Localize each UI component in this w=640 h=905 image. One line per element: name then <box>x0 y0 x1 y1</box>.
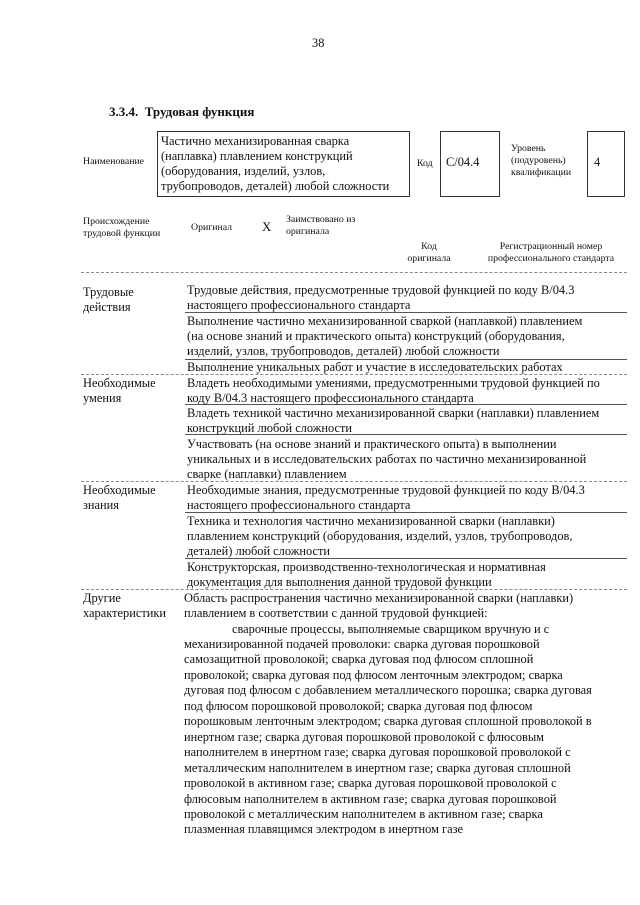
registration-number-label <box>477 241 625 265</box>
original-code-line: оригинала <box>407 253 451 264</box>
text-line <box>184 761 625 776</box>
level-label-line: Уровень <box>511 143 546 154</box>
origin-label <box>83 216 160 240</box>
text: инертном газе; сварка дуговая порошковой проволокой с флюсовым <box>184 730 545 744</box>
text-line: изделий, узлов, трубопроводов, деталей) любой сложности <box>187 344 500 358</box>
level-label-line: (подуровень) <box>511 155 566 166</box>
actions-label-line: Трудовые <box>83 285 134 299</box>
text: Трудовые действия, предусмотренные трудовой функцией по коду В/04.3 <box>187 283 575 297</box>
level-value: 4 <box>594 155 601 169</box>
knowledge-label <box>83 483 156 513</box>
level-label-line: квалификации <box>511 167 572 178</box>
text-line: документация для выполнения данной трудовой функции <box>187 575 492 589</box>
text-line <box>184 591 625 606</box>
text: Область распространения частично механизированной сварки (наплавки) <box>184 591 574 605</box>
original-label: Оригинал <box>191 222 233 233</box>
text: под флюсом порошковой проволокой; сварка дуговая под флюсом <box>184 699 533 713</box>
text-line <box>184 745 625 760</box>
text-line <box>187 329 625 344</box>
text-line <box>187 452 625 467</box>
text: проволокой; сварка дуговая под флюсом ленточным электродом; сварка <box>184 668 563 682</box>
function-name-line: (наплавка) плавлением конструкций <box>161 149 353 163</box>
text-line <box>187 529 625 544</box>
text: дуговая под флюсом с добавлением металлического порошка; сварка дуговая <box>184 683 592 697</box>
text-line <box>187 560 625 575</box>
page-number: 38 <box>312 36 325 50</box>
level-box <box>587 131 625 197</box>
skills-label-line: Необходимые <box>83 376 156 390</box>
function-name-line: (оборудования, изделий, узлов, <box>161 164 326 178</box>
registration-number-line: Регистрационный номер <box>499 241 603 252</box>
text-line <box>184 668 625 683</box>
text: Участвовать (на основе знаний и практического опыта) в выполнении <box>187 437 557 451</box>
text-line: Выполнение уникальных работ и участие в исследовательских работах <box>187 360 563 374</box>
text: (на основе знаний и практического опыта) конструкций (оборудования, <box>187 329 565 343</box>
text: Конструкторская, производственно-технологическая и нормативная <box>187 560 546 574</box>
text-line: сварке (наплавки) плавлением <box>187 467 347 481</box>
skills-label <box>83 376 156 406</box>
text: уникальных и в исследовательских работах по частично механизированной <box>187 452 587 466</box>
knowledge-label-line: Необходимые <box>83 483 156 497</box>
text-line <box>184 807 625 822</box>
actions-label <box>83 285 134 315</box>
text-line: настоящего профессионального стандарта <box>187 498 411 512</box>
text-line <box>184 683 625 698</box>
section-separator <box>81 272 627 273</box>
borrowed-label-line: оригинала <box>286 226 330 237</box>
knowledge-label-line: знания <box>83 498 119 512</box>
borrowed-label <box>286 214 355 238</box>
other-label <box>83 591 166 621</box>
text: Техника и технология частично механизированной сварки (наплавки) <box>187 514 555 528</box>
text-line <box>187 376 625 391</box>
original-code-label <box>404 241 454 265</box>
text-line <box>187 314 625 329</box>
text-line <box>184 714 625 729</box>
text: металлическим наполнителем в инертном газе; сварка дуговая сплошной <box>184 761 571 775</box>
text-line: настоящего профессионального стандарта <box>187 298 411 312</box>
text-line: конструкций любой сложности <box>187 421 352 435</box>
text: проволокой с металлическим наполнителем в активном газе; сварка <box>184 807 543 821</box>
text: самозащитной проволокой; сварка дуговая под флюсом сплошной <box>184 652 534 666</box>
text: Владеть необходимыми умениями, предусмотренными трудовой функцией по <box>187 376 600 390</box>
code-label: Код <box>417 158 433 169</box>
origin-label-line: Происхождение <box>83 216 150 227</box>
name-label: Наименование <box>83 156 145 167</box>
text-line <box>187 283 625 298</box>
text-line <box>184 699 625 714</box>
text: наполнителем в инертном газе; сварка дуговая порошковой проволокой с <box>184 745 571 759</box>
text-line: плазменная плавящимся электродом в инертном газе <box>184 822 464 836</box>
section-title-text: Трудовая функция <box>144 104 255 119</box>
text-line <box>232 622 625 637</box>
origin-label-line: трудовой функции <box>83 228 161 239</box>
text-line <box>187 437 625 452</box>
text: плавлением конструкций (оборудования, изделий, узлов, трубопроводов, <box>187 529 573 543</box>
text-line <box>184 776 625 791</box>
other-label-line: Другие <box>83 591 121 605</box>
function-name <box>161 134 389 194</box>
text: механизированной подачей проволоки: сварка дуговая порошковой <box>184 637 540 651</box>
text-line: деталей) любой сложности <box>187 544 330 558</box>
function-name-line: Частично механизированная сварка <box>161 134 350 148</box>
text-line <box>187 483 625 498</box>
level-label <box>511 143 571 179</box>
text-line <box>184 652 625 667</box>
function-name-line: трубопроводов, деталей) любой сложности <box>161 179 390 193</box>
text-line <box>187 406 625 421</box>
text-line <box>184 730 625 745</box>
text: Владеть техникой частично механизированной сварки (наплавки) плавлением <box>187 406 600 420</box>
section-separator <box>81 481 627 482</box>
other-label-line: характеристики <box>83 606 167 620</box>
text: порошковым ленточным электродом; сварка дуговая сплошной проволокой в <box>184 714 592 728</box>
original-mark: X <box>262 219 272 234</box>
actions-label-line: действия <box>83 300 131 314</box>
text-line: коду В/04.3 настоящего профессионального стандарта <box>187 391 474 405</box>
text-line: плавлением в соответствии с данной трудовой функцией: <box>184 606 488 620</box>
registration-number-line: профессионального стандарта <box>487 253 615 264</box>
original-code-line: Код <box>421 241 437 252</box>
skills-label-line: умения <box>83 391 122 405</box>
borrowed-label-line: Заимствовано из <box>286 214 356 225</box>
text: сварочные процессы, выполняемые сварщиком вручную и с <box>232 622 550 636</box>
text: Выполнение частично механизированной сваркой (наплавкой) плавлением <box>187 314 583 328</box>
text-line <box>184 637 625 652</box>
code-value: C/04.4 <box>446 155 480 169</box>
text-line <box>187 514 625 529</box>
text-line <box>184 792 625 807</box>
section-number: 3.3.4. <box>109 104 139 119</box>
text: флюсовым наполнителем в активном газе; сварка дуговая порошковой <box>184 792 557 806</box>
text: Необходимые знания, предусмотренные трудовой функцией по коду В/04.3 <box>187 483 585 497</box>
section-title <box>109 104 254 120</box>
text: проволокой в активном газе; сварка дуговая порошковой проволокой с <box>184 776 557 790</box>
